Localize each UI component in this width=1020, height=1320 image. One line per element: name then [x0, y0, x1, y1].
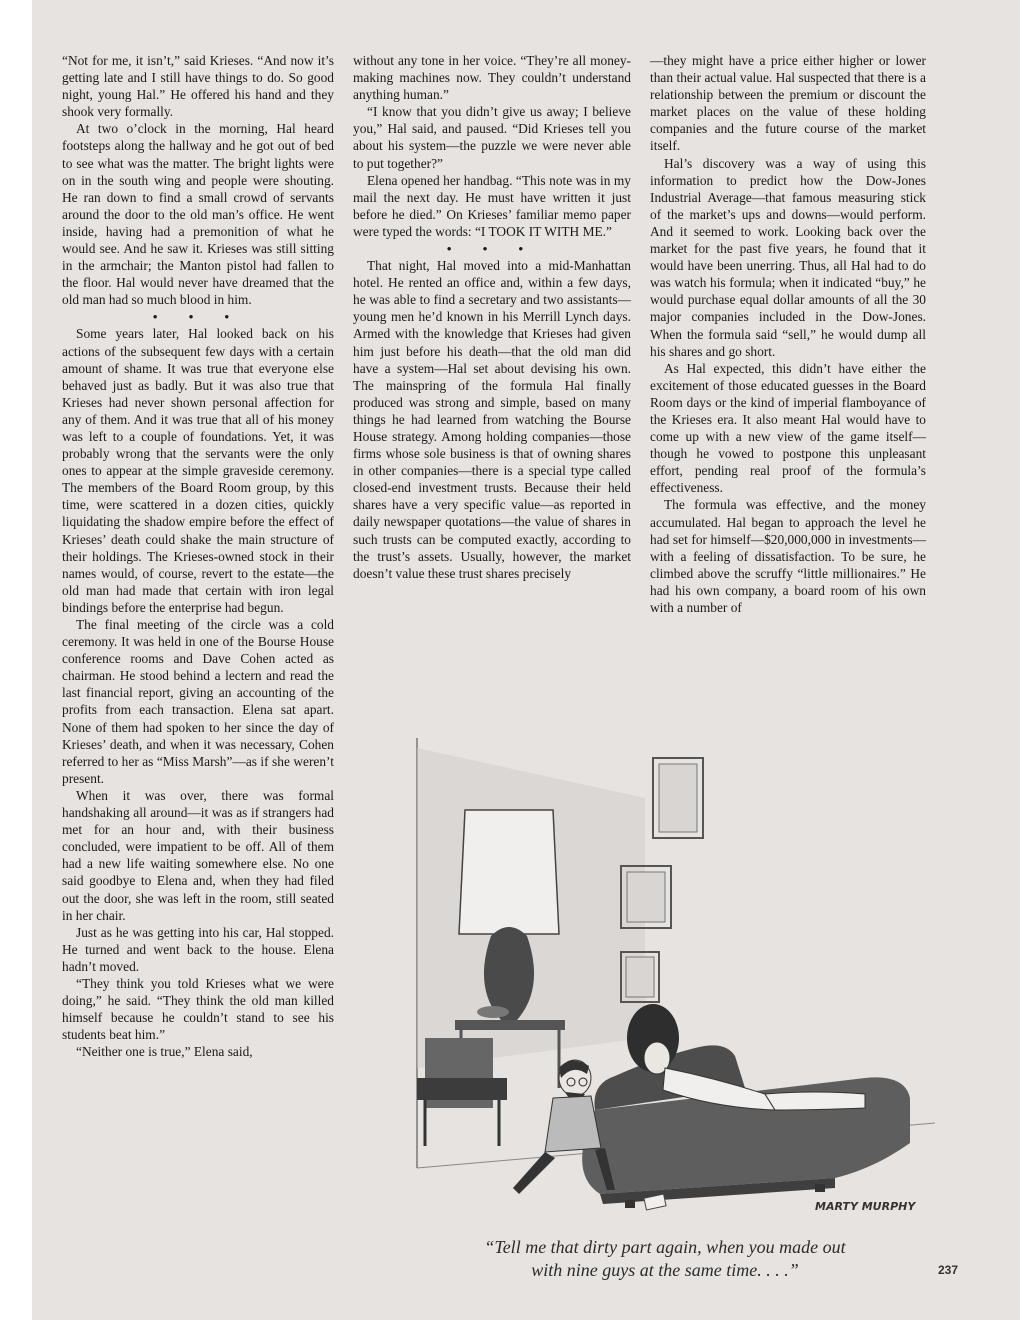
cartoon-illustration: [395, 738, 935, 1218]
paragraph: “They think you told Krieses what we were doing,” he said. “They think the old man killed himself because he couldn’t stand to see his students beat him.”: [62, 975, 334, 1043]
caption-line: “Tell me that dirty part again, when you made out: [484, 1237, 846, 1257]
paragraph: Some years later, Hal looked back on his actions of the subsequent few days with a certain amount of shame. It was true that everyone else behaved just as badly. But it was also true that Krieses had never shown personal affection for any of them. And it was true that all of his money was left to a couple of foundations. Yet, it was probably wrong that the servants were the only ones to appear at the simple graveside ceremony. The members of the Board Room group, by this time, were scattered in a dozen cities, quickly liquidating the shadow empire before the effect of Krieses’ death could shake the main structure of their holdings. The Krieses-owned stock in their names would, of course, revert to the estate—the old man had made that certain with iron legal bindings before the enterprise had begun.: [62, 326, 334, 615]
paragraph: When it was over, there was formal handshaking all around—it was as if strangers had met for an hour and, with their business concluded, were impatient to be off. All of them had a new life waiting somewhere else. No one said goodbye to Elena and, when they had filed out the door, she was left in the room, still seated in her chair.: [62, 787, 334, 923]
paragraph: without any tone in her voice. “They’re all money-making machines now. They couldn’t understand anything human.”: [353, 53, 631, 103]
paragraph: At two o’clock in the morning, Hal heard footsteps along the hallway and he got out of bed to see what was the matter. The bright lights were on in the south wing and people were shouting. He ran down to find a small crowd of servants around the door to the old man’s office. He went inside, having had a premonition of what he would see. And he saw it. Krieses was still sitting in the armchair; the Manton pistol had fallen to the floor. Hal would never have dreamed that the old man had so much blood in him.: [62, 121, 334, 308]
paragraph: As Hal expected, this didn’t have either the excitement of those educated guesses in the Board Room days or the kind of imperial flamboyance of the Krieses era. It also meant Hal would have to come up with a new view of the game itself—though he vowed to postpone this unpleasant effort, pending real proof of the formula’s effectiveness.: [650, 360, 926, 496]
paragraph: “Neither one is true,” Elena said,: [76, 1044, 253, 1060]
paragraph: Elena opened her handbag. “This note was in my mail the next day. He must have written it just before he died.” On Krieses’ familiar memo paper were typed the words: “I TOOK IT WITH ME.”: [353, 172, 631, 239]
cartoon-caption: [395, 1236, 935, 1282]
paragraph: Hal’s discovery was a way of using this information to predict how the Dow-Jones Industrial Average—that famous measuring stick of the market’s ups and downs—would perform. And it seemed to work. Looking back over the market for the past five years, he found that it would have been unerring. Thus, all Hal had to do was watch his formula; when it indicated “buy,” he would purchase equal dollar amounts of all the 30 major companies included in the Dow-Jones. When the formula said “sell,” he would dump all his shares and go short.: [650, 155, 926, 359]
caption-line: with nine guys at the same time. . . .”: [531, 1260, 799, 1280]
paragraph: “I know that you didn’t give us away; I believe you,” Hal said, and paused. “Did Krieses tell you about his system—the puzzle we were never able to put together?”: [353, 104, 631, 171]
lamp-shade: [459, 810, 559, 934]
paragraph: —they might have a price either higher or lower than their actual value. Hal suspected that there is a relationship between the premium or discount the market places on the value of these holding companies and the future course of the market itself.: [650, 53, 926, 154]
paragraph: The formula was effective, and the money accumulated. Hal began to approach the level he had set for himself—$20,000,000 in investments—with a feeling of dissatisfaction. To be sure, he climbed above the scruffy “little millionaires.” He had his own company, a board room of his own with a number of: [650, 497, 926, 615]
paragraph: The final meeting of the circle was a cold ceremony. It was held in one of the Bourse House conference rooms and Dave Cohen acted as chairman. He stood behind a lectern and read the last financial report, giving an accounting of the profits from each transaction. Elena sat apart. None of them had spoken to her since the day of Krieses’ death, and when it was necessary, Cohen referred to her as “Miss Marsh”—as if she weren’t present.: [62, 617, 334, 786]
text-column-2: [353, 52, 631, 582]
text-column-3: [650, 52, 926, 616]
artist-signature: MARTY MURPHY: [815, 1200, 916, 1213]
paragraph: Just as he was getting into his car, Hal stopped. He turned and went back to the house. Elena hadn’t moved.: [62, 924, 334, 974]
chaise-couch: [582, 1045, 910, 1208]
section-separator: • • •: [152, 309, 244, 325]
page-edge: [0, 0, 32, 1320]
section-separator: • • •: [446, 241, 538, 257]
page-number: 237: [938, 1263, 959, 1277]
paragraph: That night, Hal moved into a mid-Manhattan hotel. He rented an office and, within a few days, he was able to find a secretary and two assistants—young men he’d known in his Merrill Lynch days. Armed with the knowledge that Krieses had given him just before his death—that the old man did have a system—Hal set about devising his own. The mainspring of the formula Hal finally produced was strong and simple, based on many things he had learned from watching the Bourse House strategy. Among holding companies—those firms whose sole business is that of owning shares in other companies—there is a special type called closed-end investment trusts. Because their held shares have a very specific value—as reported in daily newspaper quotations—the value of shares in such trusts can be computed exactly, according to the trust’s assets. Usually, however, the market doesn’t value these trust shares precisely: [353, 258, 631, 581]
paragraph: “Not for me, it isn’t,” said Krieses. “And now it’s getting late and I still have things to do. So good night, young Hal.” He offered his hand and they shook very formally.: [62, 53, 334, 120]
wall-frames: [621, 758, 703, 1002]
text-column-1: [62, 52, 334, 1060]
